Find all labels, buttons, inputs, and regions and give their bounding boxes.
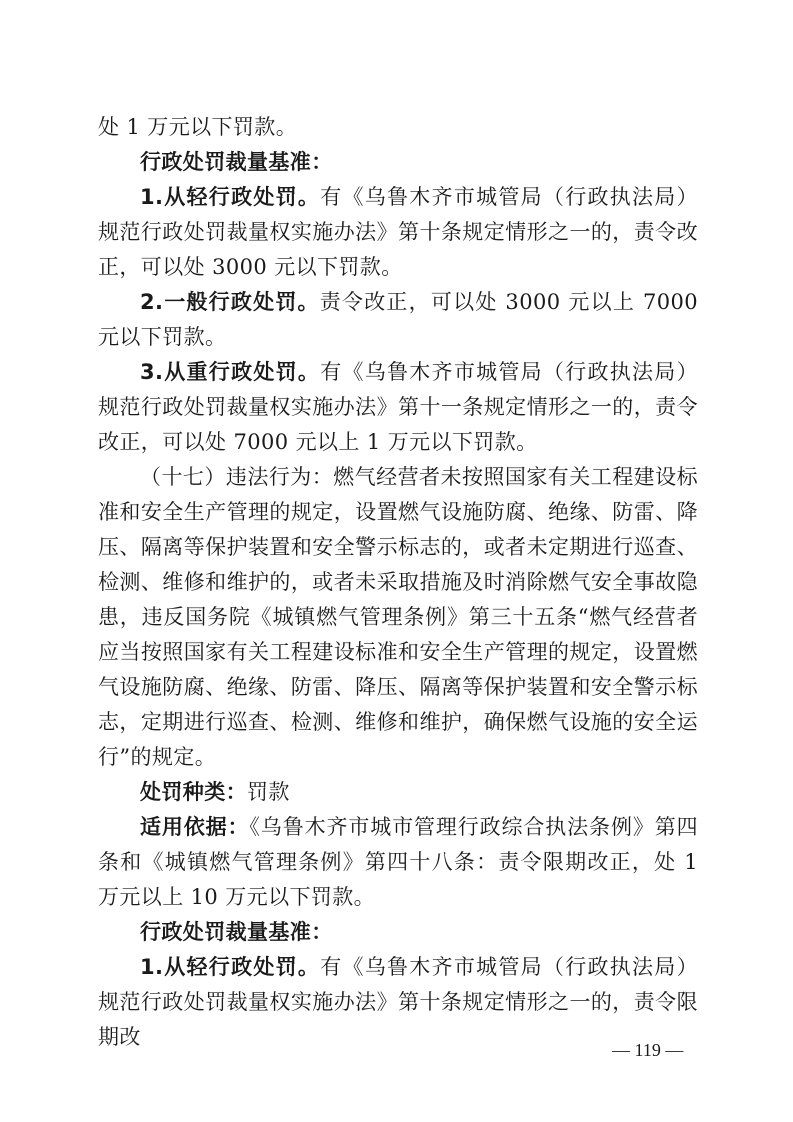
section-heading [98, 145, 698, 180]
paragraph-general-penalty [98, 285, 698, 355]
paragraph-lead: 处罚种类： [140, 780, 247, 804]
paragraph-penalty-type [98, 775, 698, 810]
heading-text: 行政处罚裁量基准： [140, 150, 333, 174]
paragraph-lead: 1.从轻行政处罚。 [140, 185, 321, 209]
paragraph-lenient-penalty [98, 950, 698, 1055]
paragraph-continuation [98, 110, 698, 145]
paragraph-lead: 2.一般行政处罚。 [140, 290, 320, 314]
paragraph-text: （十七）违法行为：燃气经营者未按照国家有关工程建设标准和安全生产管理的规定，设置燃气设施防腐、绝缘、防雷、降压、隔离等保护装置和安全警示标志的，或者未定期进行巡查、检测、维修和维护的，或者未采取措施及时消除燃气安全事故隐患，违反国务院《城镇燃气管理条例》第三十五条“燃气经营者应当按照国家有关工程建设标准和安全生产管理的规定，设置燃气设施防腐、绝缘、防雷、降压、隔离等保护装置和安全警示标志，定期进行巡查、检测、维修和维护，确保燃气设施的安全运行”的规定。 [98, 465, 698, 769]
paragraph-text: 有《乌鲁木齐市城管局（行政执法局）规范行政处罚裁量权实施办法》第十一条规定情形之一的，责令改正，可以处 7000 元以上 1 万元以下罚款。 [98, 360, 698, 454]
section-heading [98, 915, 698, 950]
paragraph-legal-basis [98, 810, 698, 915]
paragraph-violation-17 [98, 460, 698, 775]
paragraph-text: 责令改正，可以处 3000 元以上 7000 元以下罚款。 [98, 290, 698, 349]
paragraph-text: 处 1 万元以下罚款。 [98, 115, 298, 139]
paragraph-heavy-penalty [98, 355, 698, 460]
paragraph-text: 罚款 [247, 780, 290, 804]
paragraph-lenient-penalty [98, 180, 698, 285]
paragraph-text: 《乌鲁木齐市城市管理行政综合执法条例》第四条和《城镇燃气管理条例》第四十八条：责令限期改正，处 1 万元以上 10 万元以下罚款。 [98, 815, 698, 909]
paragraph-lead: 3.从重行政处罚。 [140, 360, 321, 384]
paragraph-text: 有《乌鲁木齐市城管局（行政执法局）规范行政处罚裁量权实施办法》第十条规定情形之一的，责令限期改 [98, 955, 698, 1049]
paragraph-text: 有《乌鲁木齐市城管局（行政执法局）规范行政处罚裁量权实施办法》第十条规定情形之一的，责令改正，可以处 3000 元以下罚款。 [98, 185, 698, 279]
paragraph-lead: 1.从轻行政处罚。 [140, 955, 321, 979]
paragraph-lead: 适用依据： [140, 815, 250, 839]
document-body [98, 110, 698, 1055]
page-number: — 119 — [612, 1040, 684, 1060]
heading-text: 行政处罚裁量基准： [140, 920, 333, 944]
